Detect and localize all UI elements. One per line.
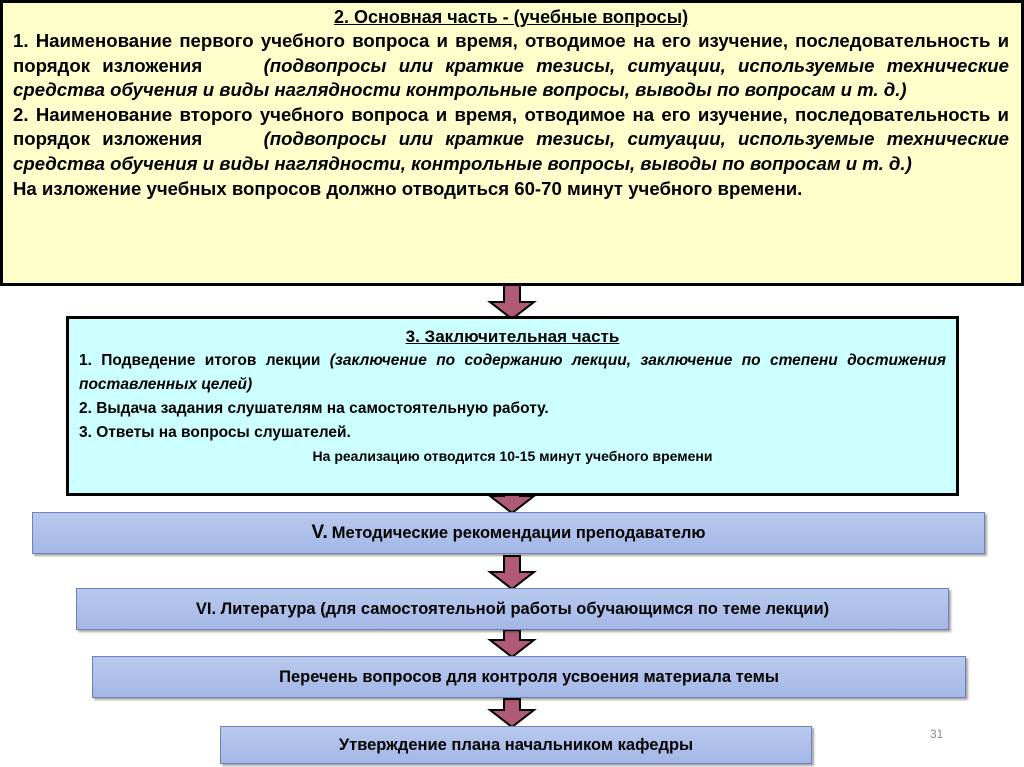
arrow-down-icon — [486, 628, 538, 658]
main-time-note: На изложение учебных вопросов должно отводиться 60-70 минут учебного времени. — [13, 178, 803, 199]
conclusion-time-note: На реализацию отводится 10-15 минут учебного времени — [312, 448, 713, 464]
question-1-text: Наименование первого учебного вопроса и время, отводимое на его изучение, последовательность и порядок изложения — [13, 30, 1009, 76]
control-questions-label: Перечень вопросов для контроля усвоения материала темы — [279, 667, 779, 686]
main-part-title: 2. Основная часть - (учебные вопросы) — [333, 7, 689, 27]
conclusion-item-1-text: 1. Подведение итогов лекции — [79, 352, 321, 369]
approval-box — [220, 726, 812, 764]
literature-label: VI. Литература (для самостоятельной работы обучающимся по теме лекции) — [195, 599, 830, 618]
arrow-down-icon — [486, 697, 538, 728]
conclusion-item-1 — [79, 349, 946, 397]
arrow-down-icon — [486, 284, 538, 320]
question-2-text: Наименование второго учебного вопроса и время, отводимое на его изучение, последовательность и порядок изложения — [13, 103, 1009, 149]
conclusion-item-1-details: (заключение по содержанию лекции, заключение по степени достижения поставленных целей) — [79, 352, 946, 393]
methodical-roman-numeral: V. — [311, 522, 328, 543]
main-question-1 — [13, 29, 1009, 103]
conclusion-title: 3. Заключительная часть — [405, 327, 620, 346]
conclusion-item-3: 3. Ответы на вопросы слушателей. — [79, 424, 351, 441]
methodical-recommendations-box — [32, 512, 985, 554]
question-1-number: 1. — [13, 30, 29, 51]
main-question-2 — [13, 103, 1009, 177]
conclusion-item-2: 2. Выдача задания слушателям на самостоятельную работу. — [79, 400, 549, 417]
question-1-details: (подвопросы или краткие тезисы, ситуации, используемые технические средства обучения и виды наглядности контрольные вопросы, выводы по вопросам и т. д.) — [13, 54, 1009, 100]
control-questions-box — [92, 656, 966, 698]
methodical-recommendations-label: Методические рекомендации преподавателю — [331, 523, 706, 542]
literature-box — [76, 588, 949, 630]
conclusion-box — [66, 316, 959, 496]
question-2-details: (подвопросы или краткие тезисы, ситуации, используемые технические средства обучения и виды наглядности, контрольные вопросы, выводы по вопросам и т. д.) — [13, 128, 1009, 174]
question-2-number: 2. — [13, 103, 29, 125]
slide-number: 31 — [930, 727, 944, 741]
main-part-box — [0, 0, 1024, 286]
arrow-down-icon — [486, 554, 538, 590]
approval-label: Утверждение плана начальником кафедры — [338, 735, 694, 754]
